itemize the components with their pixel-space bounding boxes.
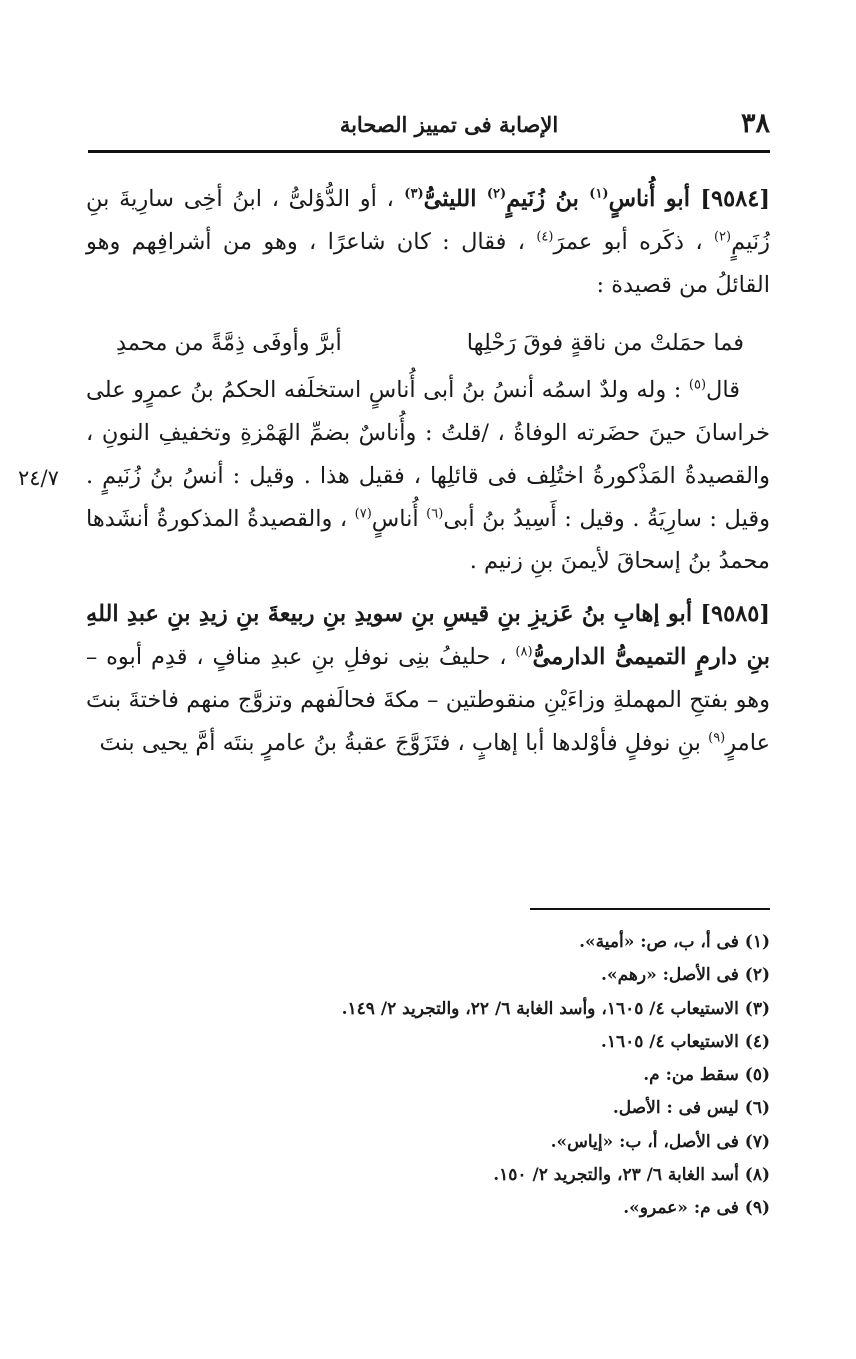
running-title: الإصابة فى تمييز الصحابة	[339, 112, 559, 137]
footnote-marker[interactable]: (٢)	[486, 186, 507, 202]
footnote-marker[interactable]: (١)	[589, 186, 609, 202]
footnote-item: (٦) ليس فى : الأصل.	[612, 1098, 770, 1119]
footnote-item: (٥) سقط من: م.	[643, 1065, 770, 1086]
margin-volume-page-reference: ٢٤/٧	[18, 466, 59, 490]
entry-text: ، فقال : كان شاعرًا ، وهو من أشرافِهم وهو القائلُ من قصيدة :	[86, 228, 770, 298]
footnote-marker[interactable]: (٤)	[536, 229, 554, 245]
footnote-item: (١) فى أ، ب، ص: «أمية».	[579, 932, 770, 952]
footnote-marker[interactable]: (٢)	[713, 229, 732, 245]
footnote-marker[interactable]: (٩)	[708, 730, 726, 746]
poetry-verse	[86, 322, 770, 365]
main-text	[86, 178, 770, 764]
footnote-marker[interactable]: (٨)	[515, 644, 533, 660]
page-header	[88, 108, 770, 148]
footnotes-list	[86, 926, 770, 1226]
verse-hemistich-second: أبرَّ وأوفَى ذِمَّةً من محمدِ	[116, 330, 342, 357]
entry-text: ، أو الدُّؤلىُّ ، ابنُ أخِى سارِيةَ بنِ زُنَيمٍ	[86, 186, 770, 255]
footnote-marker[interactable]: (٧)	[354, 506, 372, 522]
page-number: ٣٨	[740, 108, 770, 139]
footnote-marker[interactable]: (٣)	[404, 186, 424, 202]
entry-text: ، ذكَره أبو عمرَ	[553, 228, 703, 255]
footnote-item: (٢) فى الأصل: «رهم».	[601, 965, 770, 986]
footnote-item: (٤) الاستيعاب ٤/ ١٦٠٥.	[600, 1031, 770, 1052]
footnote-item: (٩) فى م: «عمرو».	[623, 1198, 770, 1219]
header-rule	[88, 150, 770, 153]
entry-9584-continuation: قال$^{(٥)}$ : وله ولدٌ اسمُه أنسُ بنُ أبى أُناسٍ استخلَفه الحكمُ بنُ عمرٍو على خراسانَ حينَ حضَرته الوفاةُ ، /قلتُ : وأُناسٌ بضمِّ الهَمْزةِ وتخفيفِ النونِ ، والقصيدةُ المَذْكورةُ اختُلِف فى قائلِها ، فقيل هذا . وقيل : أنسُ بنُ زُنَيمٍ . وقيل : سارِيَةُ . وقيل : أَسِيدُ بنُ أبى$^{(٦)}$ أُناسٍ$^{(٧)}$ ، والقصيدةُ المذكورةُ أنشَدها محمدُ بنُ إسحاقَ لأيمنَ بنِ زنيم .	[86, 377, 770, 575]
verse-hemistich-first: فما حمَلتْ من ناقةٍ فوقَ رَحْلِها	[466, 330, 744, 357]
footnote-item: (٨) أسد الغابة ٦/ ٢٣، والتجريد ٢/ ١٥٠.	[493, 1165, 770, 1186]
footnote-item: (٧) فى الأصل، أ، ب: «إياس».	[550, 1131, 770, 1152]
entry-9585-heading: [٩٥٨٥] أبو إهابِ بنُ عَزيزِ بنِ قيسِ بنِ سويدِ بنِ ربيعةَ بنِ زيدِ بنِ عبدِ اللهِ بنِ دارمٍ التميمىُّ الدارمىُّ	[86, 601, 771, 670]
entry-9585: [٩٥٨٥] أبو إهابِ بنُ عَزيزِ بنِ قيسِ بنِ سويدِ بنِ ربيعةَ بنِ زيدِ بنِ عبدِ اللهِ بنِ دارمٍ التميمىُّ الدارمىُّ$^{(٨)}$ ، حليفُ بنِى نوفلِ بنِ عبدِ منافٍ ، قدِم أبوه – وهو بفتحِ المهملةِ وزاءَيْنِ منقوطتين – مكةَ فحالَفهم وتزوَّج منهم فاختةَ بنتَ عامرٍ$^{(٩)}$ بنِ نوفلٍ فأوْلدها أبا إهابٍ ، فتَزَوَّجَ عقبةُ بنُ عامرٍ بنتَه أمَّ يحيى بنتَ	[86, 601, 771, 756]
entry-9584	[86, 178, 770, 306]
footnote-separator	[530, 908, 770, 910]
entry-9584-heading: [٩٥٨٤] أبو أُناسٍ$^{(١)}$ بنُ زُنَيمٍ$^{(٢)}$ الليثىُّ$^{(٣)}$	[404, 186, 770, 212]
footnote-marker[interactable]: (٥)	[688, 377, 707, 393]
footnote-item: (٣) الاستيعاب ٤/ ١٦٠٥، وأسد الغابة ٦/ ٢٢، والتجريد ٢/ ١٤٩.	[341, 998, 770, 1019]
footnote-marker[interactable]: (٦)	[426, 506, 444, 522]
